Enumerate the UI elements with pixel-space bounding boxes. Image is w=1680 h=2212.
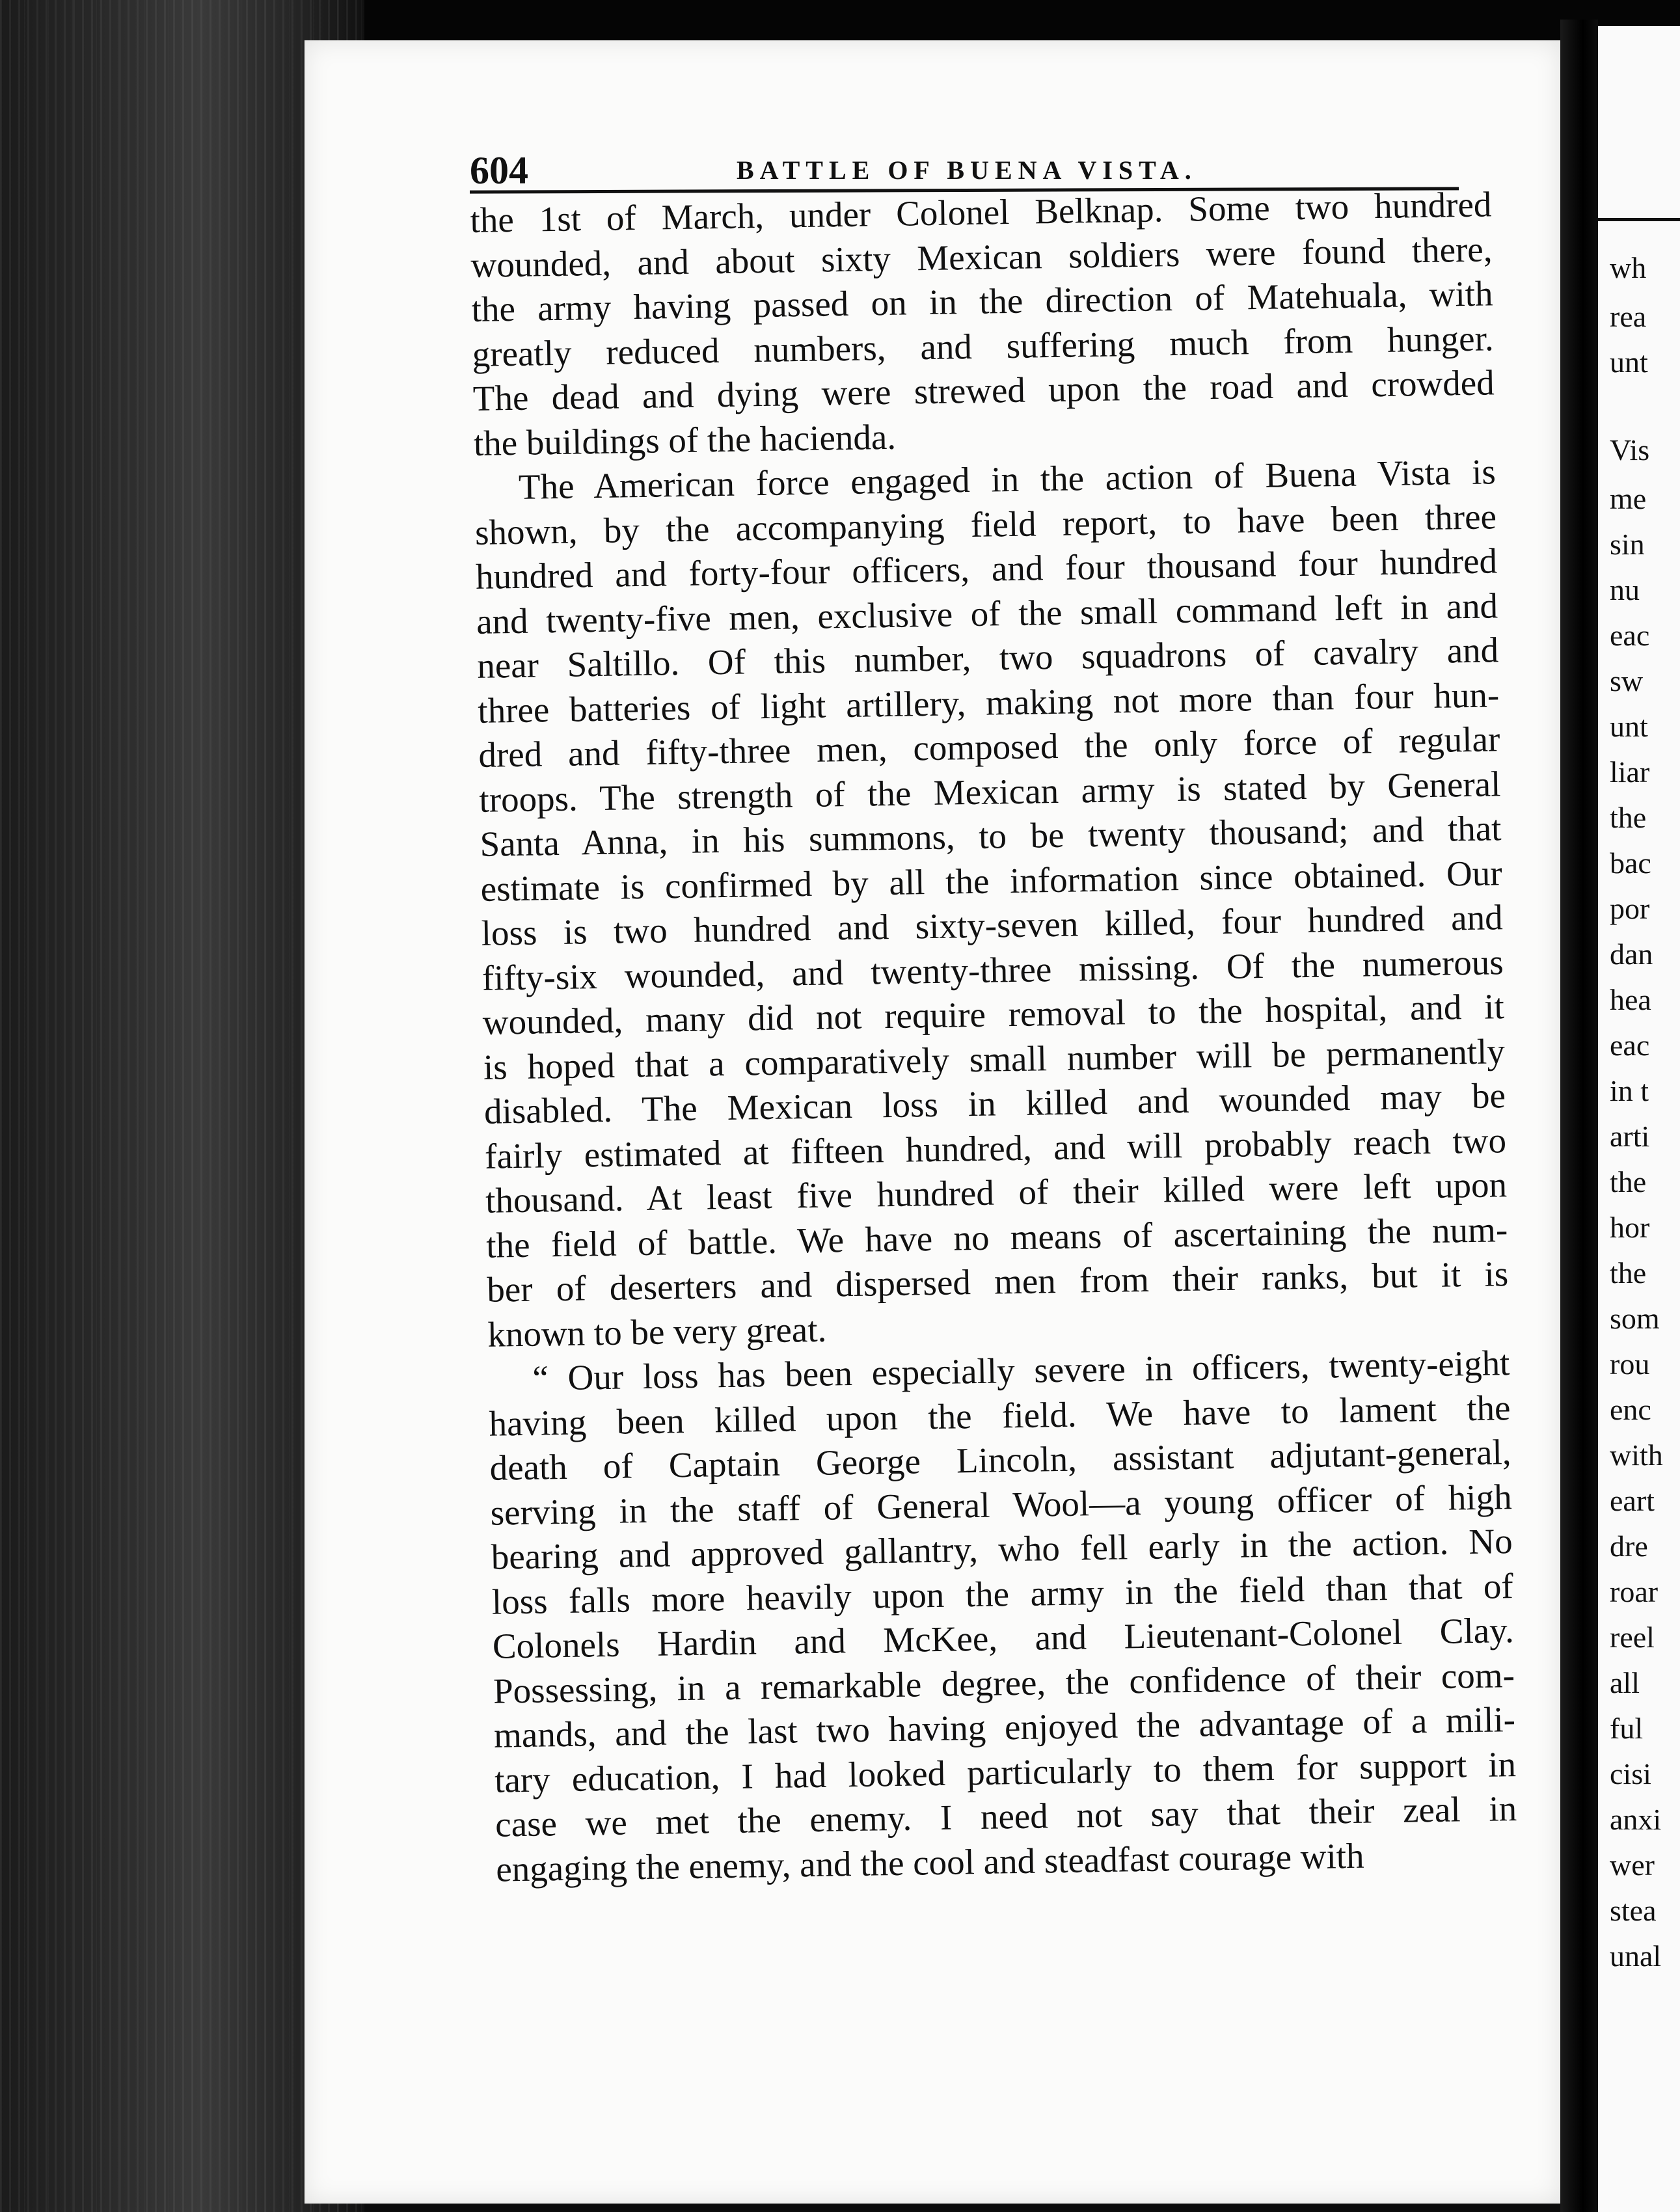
text-line: mands, and the last two having enjoyed the advantage of a mili- <box>493 1699 1516 1755</box>
facing-page-line-fragment: liar <box>1610 755 1650 789</box>
facing-page-line-fragment: bac <box>1610 846 1651 880</box>
facing-page-line-fragment: rea <box>1610 300 1647 333</box>
text-line: shown, by the accompanying field report, to have been three <box>474 496 1497 552</box>
text-line: death of Captain George Lincoln, assistant adjutant-general, <box>489 1432 1511 1488</box>
text-line: the army having passed on in the direction of Matehuala, with <box>471 273 1493 329</box>
text-line: and twenty-five men, exclusive of the small command left in and <box>476 585 1498 641</box>
text-line: the buildings of the hacienda. <box>473 416 897 463</box>
facing-page-line-fragment: unt <box>1610 345 1648 379</box>
text-line: case we met the enemy. I need not say that their zeal in <box>495 1788 1517 1844</box>
book-gutter <box>1560 20 1598 2212</box>
text-line: hundred and forty-four officers, and four thousand four hundred <box>475 541 1498 597</box>
text-line: estimate is confirmed by all the information since obtained. Our <box>480 852 1502 909</box>
text-line: dred and fifty-three men, composed the only force of regular <box>478 719 1500 775</box>
facing-page-line-fragment: unt <box>1610 710 1648 743</box>
text-line: loss falls more heavily upon the army in the field than that of <box>491 1565 1514 1622</box>
text-line: tary education, I had looked particularly to them for support in <box>494 1744 1517 1800</box>
facing-page-line-fragment: reel <box>1610 1621 1655 1654</box>
facing-page-line-fragment: por <box>1610 892 1650 925</box>
facing-page-line-fragment: roar <box>1610 1575 1659 1608</box>
paragraph <box>470 182 1515 466</box>
text-line: wounded, and about sixty Mexican soldiers were found there, <box>470 228 1493 285</box>
text-line: fifty-six wounded, and twenty-three missing. Of the numerous <box>481 941 1504 998</box>
paragraph <box>488 1341 1538 1892</box>
facing-page-line-fragment: the <box>1610 1165 1647 1198</box>
text-line: engaging the enemy, and the cool and steadfast courage with <box>495 1835 1364 1889</box>
text-line: Colonels Hardin and McKee, and Lieutenant-Colonel Clay. <box>492 1610 1515 1666</box>
text-line: Possessing, in a remarkable degree, the confidence of their com- <box>493 1654 1515 1711</box>
running-title: BATTLE OF BUENA VISTA. <box>737 155 1197 185</box>
page-number: 604 <box>470 149 528 192</box>
text-line: “ Our loss has been especially severe in officers, twenty-eight <box>532 1343 1510 1398</box>
facing-page-line-fragment: unal <box>1610 1939 1662 1973</box>
facing-page-line-fragment: cisi <box>1610 1757 1651 1790</box>
text-line: wounded, many did not require removal to the hospital, and it <box>482 986 1505 1042</box>
text-line: The dead and dying were strewed upon the road and crowded <box>472 362 1495 418</box>
text-line: disabled. The Mexican loss in killed and wounded may be <box>483 1075 1506 1131</box>
facing-page-line-fragment: all <box>1610 1666 1640 1699</box>
facing-page-line-fragment: eart <box>1610 1484 1655 1517</box>
text-line: Santa Anna, in his summons, to be twenty thousand; and that <box>480 808 1502 864</box>
text-line: is hoped that a comparatively small number will be permanently <box>483 1031 1506 1087</box>
text-line: loss is two hundred and sixty-seven killed, four hundred and <box>481 897 1504 953</box>
facing-page-line-fragment: anxi <box>1610 1803 1662 1836</box>
paragraph <box>474 450 1528 1357</box>
text-line: the 1st of March, under Colonel Belknap. Some two hundred <box>470 184 1492 240</box>
facing-page-line-fragment: wh <box>1610 251 1647 284</box>
body-text <box>470 182 1538 1892</box>
facing-page-line-fragment: sw <box>1610 664 1644 697</box>
facing-page-line-fragment: hea <box>1610 983 1651 1016</box>
text-line: serving in the staff of General Wool—a young officer of high <box>490 1476 1513 1533</box>
facing-page-line-fragment: som <box>1610 1302 1660 1335</box>
facing-page-line-fragment: with <box>1610 1438 1663 1472</box>
text-line: the field of battle. We have no means of ascertaining the num- <box>485 1209 1508 1265</box>
text-line: known to be very great. <box>487 1309 827 1355</box>
facing-page-line-fragment: arti <box>1610 1120 1650 1153</box>
facing-page-line-fragment: the <box>1610 1256 1647 1289</box>
facing-page <box>1598 26 1680 2212</box>
facing-page-line-fragment: wer <box>1610 1848 1655 1882</box>
text-line: having been killed upon the field. We have to lament the <box>489 1387 1511 1444</box>
facing-page-header-rule <box>1598 218 1680 221</box>
facing-page-line-fragment: hor <box>1610 1211 1650 1244</box>
facing-page-line-fragment: nu <box>1610 573 1640 606</box>
text-line: near Saltillo. Of this number, two squadrons of cavalry and <box>476 630 1499 686</box>
scan-top-edge <box>364 0 1680 46</box>
text-line: troops. The strength of the Mexican army is stated by General <box>479 763 1501 820</box>
facing-page-line-fragment: dan <box>1610 937 1653 971</box>
text-line: three batteries of light artillery, making not more than four hun- <box>477 674 1500 731</box>
facing-page-line-fragment: stea <box>1610 1894 1657 1927</box>
facing-page-line-fragment: me <box>1610 482 1647 515</box>
facing-page-line-fragment: the <box>1610 801 1647 834</box>
facing-page-line-fragment: sin <box>1610 528 1645 561</box>
facing-page-line-fragment: enc <box>1610 1393 1651 1426</box>
facing-page-line-fragment: eac <box>1610 1029 1650 1062</box>
facing-page-line-fragment: Vis <box>1610 433 1650 466</box>
text-line: The American force engaged in the action of Buena Vista is <box>518 452 1497 507</box>
facing-page-line-fragment: ful <box>1610 1712 1644 1745</box>
text-line: bearing and approved gallantry, who fell early in the action. No <box>491 1521 1513 1577</box>
facing-page-line-fragment: dre <box>1610 1530 1648 1563</box>
facing-page-line-fragment: rou <box>1610 1347 1650 1381</box>
text-line: ber of deserters and dispersed men from their ranks, but it is <box>486 1254 1509 1310</box>
facing-page-line-fragment: in t <box>1610 1074 1649 1107</box>
text-line: fairly estimated at fifteen hundred, and will probably reach two <box>484 1120 1507 1176</box>
text-line: greatly reduced numbers, and suffering much from hunger. <box>472 317 1495 374</box>
facing-page-line-fragment: eac <box>1610 619 1650 652</box>
text-line: thousand. At least five hundred of their killed were left upon <box>485 1165 1508 1221</box>
